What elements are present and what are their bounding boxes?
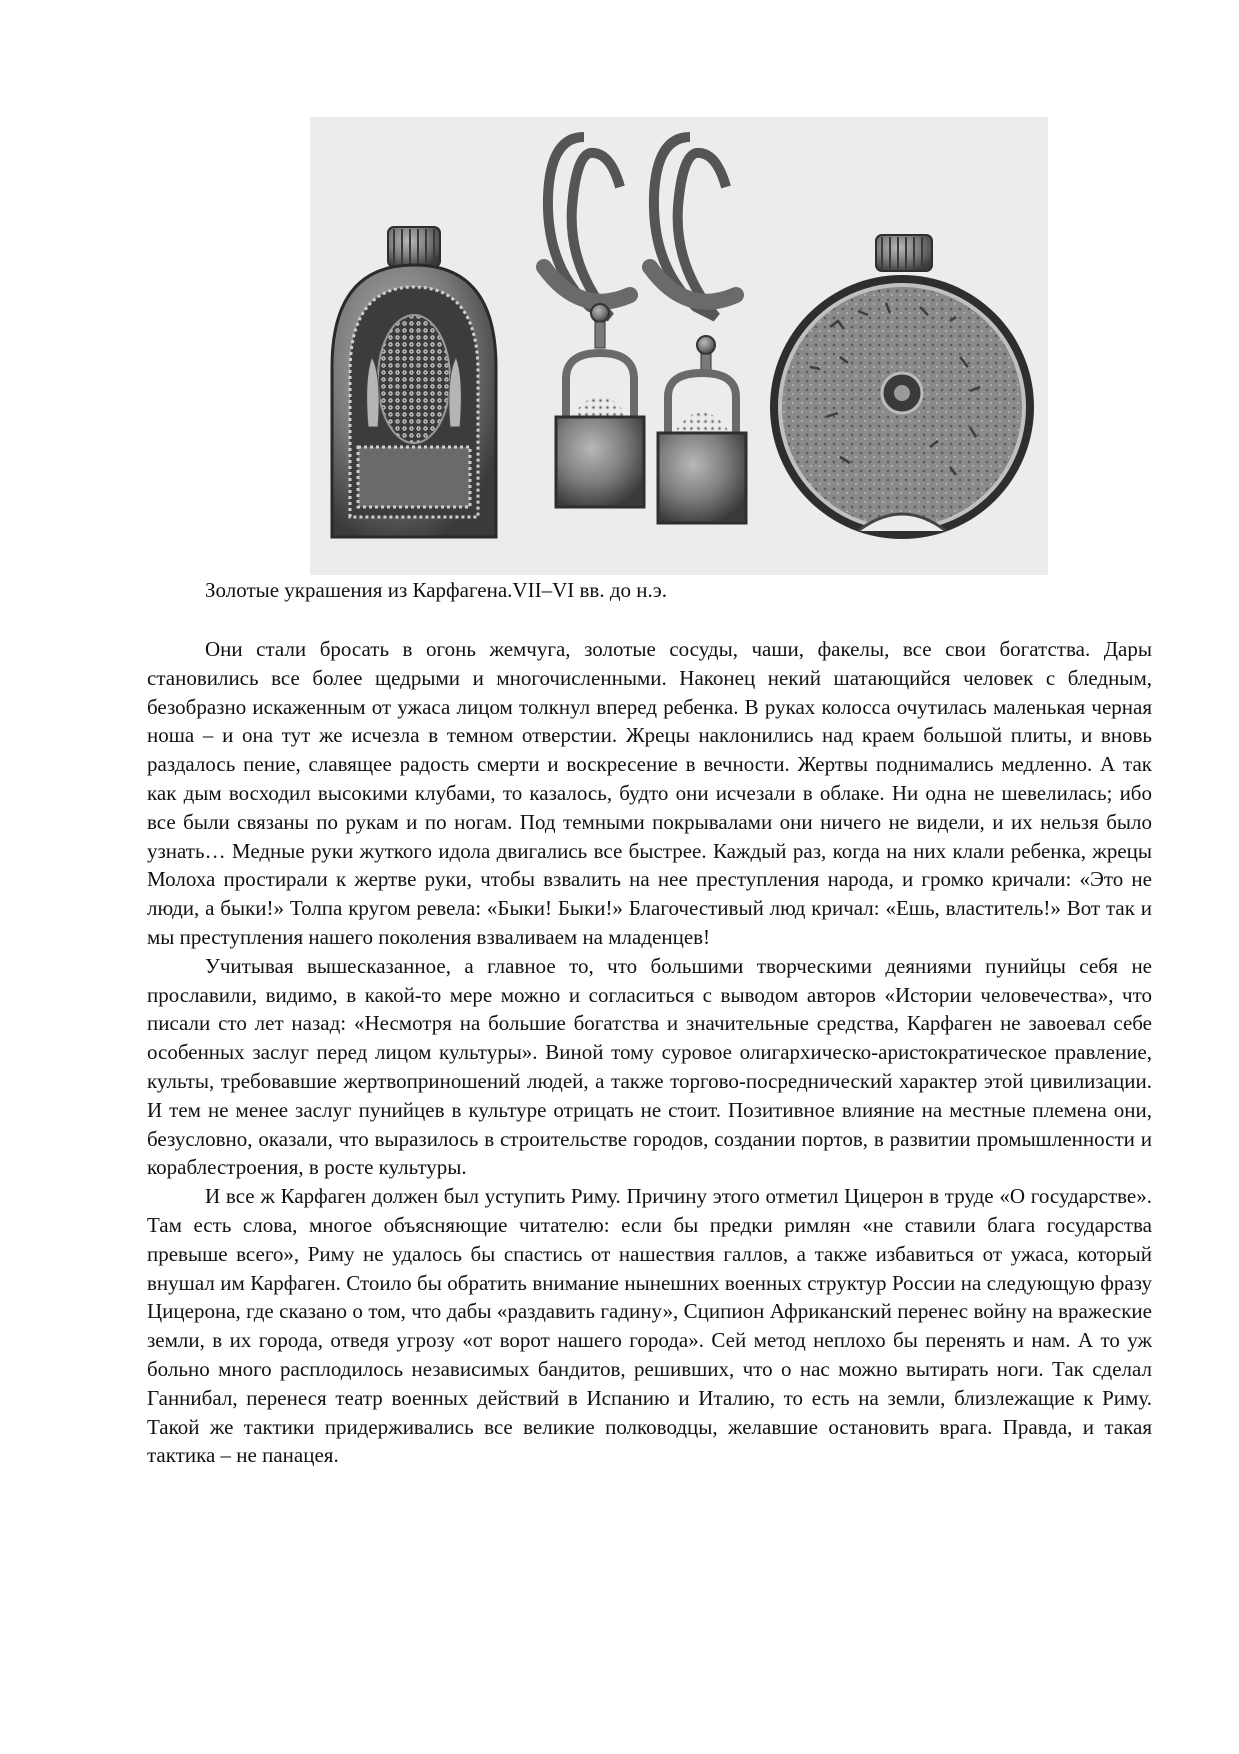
article-body <box>147 635 1152 1470</box>
medallion-pendant-icon <box>770 235 1034 539</box>
paragraph: Они стали бросать в огонь жемчуга, золотые сосуды, чаши, факелы, все свои богатства. Дары становились все более щедрыми и многочисленными. Наконец некий шатающийся человек с бледным, безобразно искаженным от ужаса лицом толкнул вперед ребенка. В руках колосса очутилась маленькая черная ноша – и она тут же исчезла в темном отверстии. Жрецы наклонились над краем большой плиты, и вновь раздалось пение, славящее радость смерти и воскресение в вечности. Жертвы поднимались медленно. А так как дым восходил высокими клубами, то казалось, будто они исчезали в облаке. Ни одна не шевелилась; ибо все были связаны по рукам и по ногам. Под темными покрывалами они ничего не видели, и их нельзя было узнать… Медные руки жуткого идола двигались все быстрее. Каждый раз, когда на них клали ребенка, жрецы Молоха простирали к жертве руки, чтобы взвалить на нее преступления народа, и громко кричали: «Это не люди, а быки!» Толпа кругом ревела: «Быки! Быки!» Благочестивый люд кричал: «Ешь, властитель!» Вот так и мы преступления нашего поколения взваливаем на младенцев! <box>147 637 1152 949</box>
earring-right-icon <box>650 137 746 523</box>
jewelry-illustration <box>310 117 1048 575</box>
figure-caption: Золотые украшения из Карфагена.VII–VI вв. до н.э. <box>205 578 668 602</box>
paragraph: И все ж Карфаген должен был уступить Риму. Причину этого отметил Цицерон в труде «О государстве». Там есть слова, многое объясняющие читателю: если бы предки римлян «не ставили блага государства превыше всего», Риму не удалось бы спастись от нашествия галлов, а также избавиться от ужаса, который внушал им Карфаген. Стоило бы обратить внимание нынешних военных структур России на следующую фразу Цицерона, где сказано о том, что дабы «раздавить гадину», Сципион Африканский перенес войну на вражеские земли, в их города, отведя угрозу «от ворот нашего города». Сей метод неплохо бы перенять и нам. А то уж больно много расплодилось независимых бандитов, решивших, что о нас можно вытирать ноги. Так сделал Ганнибал, перенеся театр военных действий в Испанию и Италию, то есть на земли, близлежащие к Риму. Такой же тактики придерживались все великие полководцы, желавшие остановить врага. Правда, и такая тактика – не панацея. <box>147 1184 1152 1468</box>
shrine-pendant-icon <box>332 227 496 537</box>
jewelry-photo <box>310 117 1048 575</box>
paragraph: Учитывая вышесказанное, а главное то, что большими творческими деяниями пунийцы себя не прославили, видимо, в какой-то мере можно и согласиться с выводом авторов «Истории человечества», что писали сто лет назад: «Несмотря на большие богатства и значительные средства, Карфаген не завоевал себе особенных заслуг перед лицом культуры». Виной тому суровое олигархическо-аристократическое правление, культы, требовавшие жертвоприношений людей, а также торгово-посреднический характер этой цивилизации. И тем не менее заслуг пунийцев в культуре отрицать не стоит. Позитивное влияние на местные племена они, безусловно, оказали, что выразилось в строительстве городов, создании портов, в развитии промышленности и кораблестроения, в росте культуры. <box>147 953 1152 1180</box>
earring-left-icon <box>544 137 644 507</box>
